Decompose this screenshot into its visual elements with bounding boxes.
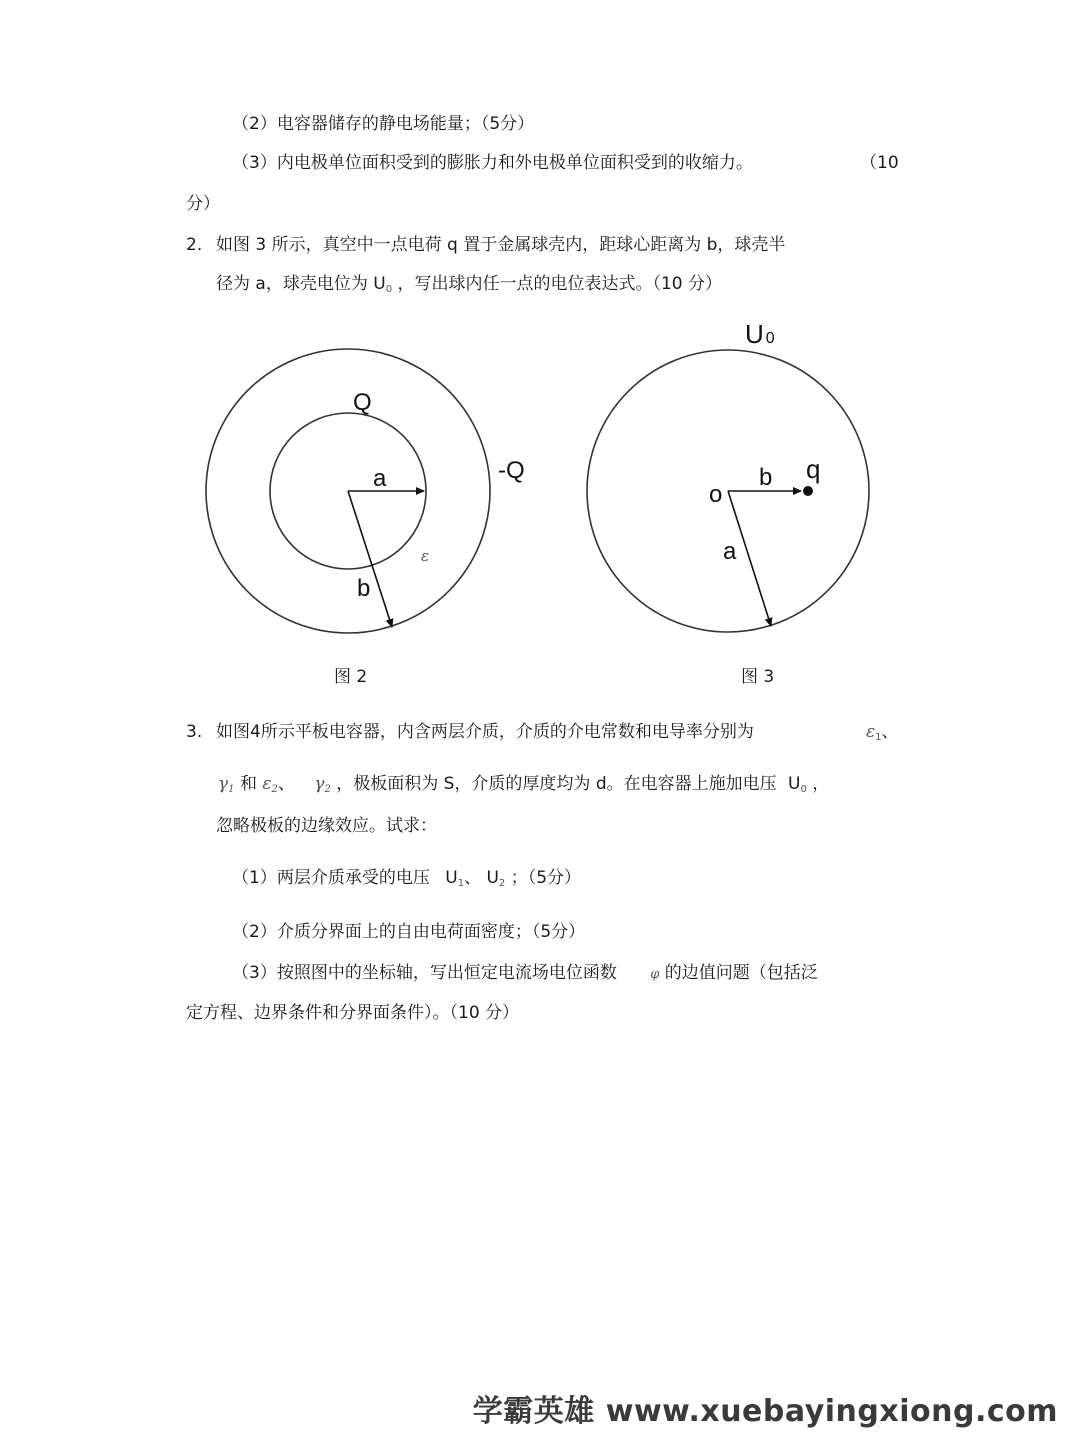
label-neg-Q: -Q	[498, 457, 525, 484]
q1-part3-line1: （3）内电极单位面积受到的膨胀力和外电极单位面积受到的收缩力。	[232, 153, 753, 173]
eps2-symbol: $\varepsilon_2$	[262, 774, 278, 795]
q2-line1: 如图 3 所示，真空中一点电荷 q 置于金属球壳内，距球心距离为 b，球壳半	[216, 235, 786, 255]
label-epsilon: ε	[421, 547, 430, 565]
q3-line3: 忽略极板的边缘效应。试求：	[216, 816, 437, 836]
q2-u-symbol: $U_0$	[373, 274, 393, 295]
label-b: b	[759, 464, 773, 491]
q2-line2	[216, 273, 722, 301]
q1-part3-points: （10	[860, 153, 899, 173]
q3-part2: （2）介质分界面上的自由电荷面密度；（5分）	[232, 922, 586, 942]
gamma2-symbol: $\gamma_2$	[314, 774, 331, 795]
label-a: a	[723, 538, 737, 565]
q2-line2-pre: 径为 a，球壳电位为	[216, 274, 368, 294]
q3-line1: 如图4所示平板电容器，内含两层介质，介质的介电常数和电导率分别为	[216, 722, 754, 742]
q1-part2: （2）电容器储存的静电场能量；（5分）	[232, 114, 535, 134]
label-b: b	[357, 575, 371, 602]
q3-eps1: $\varepsilon_1$、	[866, 722, 899, 743]
label-q: q	[806, 454, 821, 484]
q1-part3-line2: 分）	[186, 194, 220, 214]
q3-u1: $U_1$	[445, 868, 465, 889]
figure-2-diagram	[195, 350, 525, 650]
label-Q: Q	[353, 389, 372, 416]
q3-part3-line2: 定方程、边界条件和分界面条件）。（10 分）	[186, 1003, 520, 1023]
phi-symbol: φ	[650, 967, 660, 982]
watermark: 学霸英雄 www.xuebayingxiong.com	[472, 1394, 1058, 1429]
figure-3-caption: 图 3	[741, 667, 775, 687]
point-charge-dot	[803, 486, 813, 496]
gamma1-symbol: $\gamma_1$	[218, 774, 235, 795]
q3-line2: $\gamma_1$ 和 $\varepsilon_2$、 $\gamma_2$ ，极板面积为 S，介质的厚度均为 d。在电容器上施加电压 $U_0$ ，	[218, 774, 830, 795]
q3-part3: （3）按照图中的坐标轴，写出恒定电流场电位函数 φ 的边值问题（包括泛	[232, 963, 818, 983]
q2-line2-post: ，写出球内任一点的电位表达式。（10 分）	[397, 274, 723, 294]
q2-number: 2.	[186, 235, 203, 255]
q3-u0: $U_0$	[788, 774, 807, 795]
figure-2-caption: 图 2	[334, 667, 368, 687]
q3-number: 3.	[186, 722, 203, 742]
label-o: o	[709, 481, 723, 508]
figure-3-diagram	[575, 310, 885, 650]
label-U0: U 0	[745, 319, 775, 349]
q3-part1: （1）两层介质承受的电压 $U_1$、 $U_2$ ；（5分）	[232, 868, 582, 889]
q3-u2: $U_2$	[486, 868, 506, 889]
label-a: a	[373, 465, 387, 492]
